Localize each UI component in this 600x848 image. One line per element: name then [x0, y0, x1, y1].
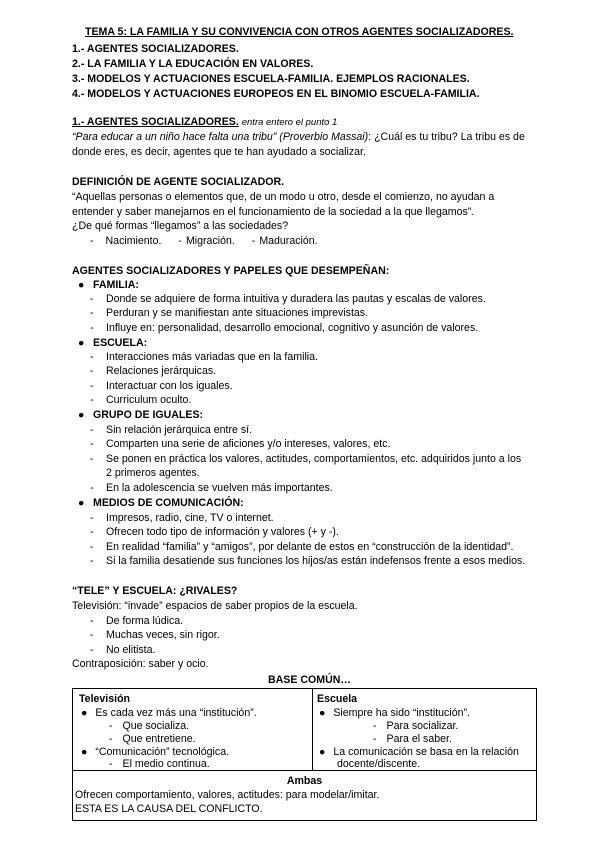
list-item: - Impresos, radio, cine, TV o internet.: [90, 512, 274, 524]
escuela-cell: [313, 689, 537, 771]
ambas-header: Ambas: [286, 775, 323, 787]
list-item: - Si la familia desatiende sus funciones los hijos/as están indefensos frente a esos medios.: [90, 555, 526, 568]
list-item: - No elitista.: [90, 643, 156, 656]
form-migration: Migración.: [185, 235, 235, 247]
list-item: - Muchas veces, sin rigor.: [90, 629, 220, 642]
bullet-icon: ●: [78, 409, 85, 421]
list-item: - En la adolescencia se vuelven más importantes.: [90, 481, 333, 494]
section1-quote-line: [72, 130, 525, 144]
section1-note: entra entero el punto 1: [241, 117, 338, 128]
tv-bullet-2: ● “Comunicación” tecnológica.: [81, 746, 230, 758]
escuela-bullet-1: ● Siempre ha sido “institución”.: [319, 707, 470, 719]
definition-line-2: entender y saber manejarnos en el funcionamiento de la sociedad a la que llegamos”.: [72, 206, 475, 218]
list-item: - Perduran y se manifiestan ante situaciones imprevistas.: [90, 307, 369, 320]
tele-contrast: Contraposición: saber y ocio.: [72, 658, 209, 670]
document-title: TEMA 5: LA FAMILIA Y SU CONVIVENCIA CON OTROS AGENTES SOCIALIZADORES.: [85, 26, 514, 38]
ambas-cell: [73, 771, 537, 821]
list-item: - De forma lúdica.: [90, 615, 184, 627]
escuela-heading: [78, 336, 147, 350]
list-item: - Se ponen en práctica los valores, actitudes, comportamientos, etc. adquiridos junto a los: [90, 452, 522, 465]
index-item-3: 3.- MODELOS Y ACTUACIONES ESCUELA-FAMILIA. EJEMPLOS RACIONALES.: [72, 73, 470, 85]
list-item: 2 primeros agentes.: [106, 467, 200, 480]
definition-heading: DEFINICIÓN DE AGENTE SOCIALIZADOR.: [72, 176, 285, 188]
iguales-list: [90, 423, 521, 495]
tv-sub-3: - El medio continua.: [109, 758, 210, 770]
bullet-icon: ●: [319, 707, 326, 719]
ambas-line-2: ESTA ES LA CAUSA DEL CONFLICTO.: [75, 803, 263, 815]
familia-heading: [78, 278, 139, 292]
escuela-bullet-2-cont: docente/discente.: [337, 758, 421, 770]
definition-question: ¿De qué formas “llegamos” a las sociedades?: [72, 220, 289, 232]
tele-intro: Televisión: “invade” espacios de saber propios de la escuela.: [72, 600, 358, 612]
tele-heading: “TELE” Y ESCUELA: ¿RIVALES?: [72, 585, 238, 597]
list-item: - Interacciones más variadas que en la familia.: [90, 351, 318, 363]
list-item: - Curriculum oculto.: [90, 394, 192, 407]
list-item: - En realidad “familia” y “amigos”, por delante de estos en “construcción de la identidad”.: [90, 540, 514, 553]
iguales-heading: [78, 408, 203, 422]
ambas-line-1: Ofrecen comportamiento, valores, actitudes: para modelar/imitar.: [75, 789, 380, 801]
familia-list: [90, 292, 486, 335]
list-item: - Interactuar con los iguales.: [90, 379, 233, 392]
medios-title: MEDIOS DE COMUNICACIÓN:: [93, 497, 244, 509]
list-item: - Comparten una serie de aficiones y/o intereses, valores, etc.: [90, 438, 391, 451]
form-birth: Nacimiento.: [105, 235, 162, 247]
escuela-header: Escuela: [317, 693, 358, 705]
index-item-4: 4.- MODELOS Y ACTUACIONES EUROPEOS EN EL BINOMIO ESCUELA-FAMILIA.: [72, 88, 480, 100]
list-item: - Sin relación jerárquica entre sí.: [90, 424, 253, 436]
bullet-icon: ●: [319, 746, 326, 758]
tv-header: Televisión: [79, 693, 131, 705]
form-maturation: Maduración.: [259, 235, 318, 247]
section1-heading: 1.- AGENTES SOCIALIZADORES.: [72, 116, 239, 128]
list-item: - Ofrecen todo tipo de información y valores (+ y -).: [90, 526, 339, 539]
escuela-sub-2: - Para el saber.: [373, 733, 452, 745]
list-item: - Donde se adquiere de forma intuitiva y duradera las pautas y escalas de valores.: [90, 293, 486, 305]
bullet-icon: ●: [78, 497, 85, 509]
escuela-list: [90, 350, 318, 408]
medios-list: [90, 511, 525, 569]
tv-cell: [73, 689, 313, 771]
escuela-title: ESCUELA:: [93, 337, 148, 349]
section1-question: : ¿Cuál es tu tribu? La tribu es de: [368, 131, 525, 143]
familia-title: FAMILIA:: [93, 279, 139, 291]
bullet-icon: ●: [81, 746, 88, 758]
comparison-table: [72, 688, 537, 821]
index-item-1: 1.- AGENTES SOCIALIZADORES.: [72, 43, 239, 55]
iguales-title: GRUPO DE IGUALES:: [93, 409, 204, 421]
agents-heading: AGENTES SOCIALIZADORES Y PAPELES QUE DESEMPEÑAN:: [72, 265, 390, 277]
list-item: - Influye en: personalidad, desarrollo emocional, cognitivo y asunción de valores.: [90, 321, 479, 334]
base-title: BASE COMÚN…: [268, 674, 351, 686]
tv-sub-2: - Que entretiene.: [109, 733, 196, 745]
definition-line-1: “Aquellas personas o elementos que, de un modo u otro, desde el comienzo, no ayudan a: [72, 191, 495, 203]
escuela-sub-1: - Para socializar.: [373, 720, 459, 732]
tv-bullet-1: ● Es cada vez más una “institución”.: [81, 707, 257, 719]
index-item-2: 2.- LA FAMILIA Y LA EDUCACIÓN EN VALORES.: [72, 58, 314, 70]
section1-text: donde eres, es decir, agentes que te han ayudado a socializar.: [72, 146, 366, 158]
list-item: - Relaciones jerárquicas.: [90, 365, 217, 378]
forms-list: - Nacimiento. - Migración. - Maduración.: [90, 235, 318, 247]
escuela-bullet-2: ● La comunicación se basa en la relación: [319, 746, 519, 758]
medios-heading: [78, 496, 244, 510]
tele-list: [90, 614, 220, 657]
tv-sub-1: - Que socializa.: [109, 720, 190, 732]
proverb-quote: “Para educar a un niño hace falta una tribu” (Proverbio Massai): [72, 131, 369, 143]
bullet-icon: ●: [78, 279, 85, 291]
section1-heading-line: [72, 115, 337, 130]
bullet-icon: ●: [78, 337, 85, 349]
bullet-icon: ●: [81, 707, 88, 719]
